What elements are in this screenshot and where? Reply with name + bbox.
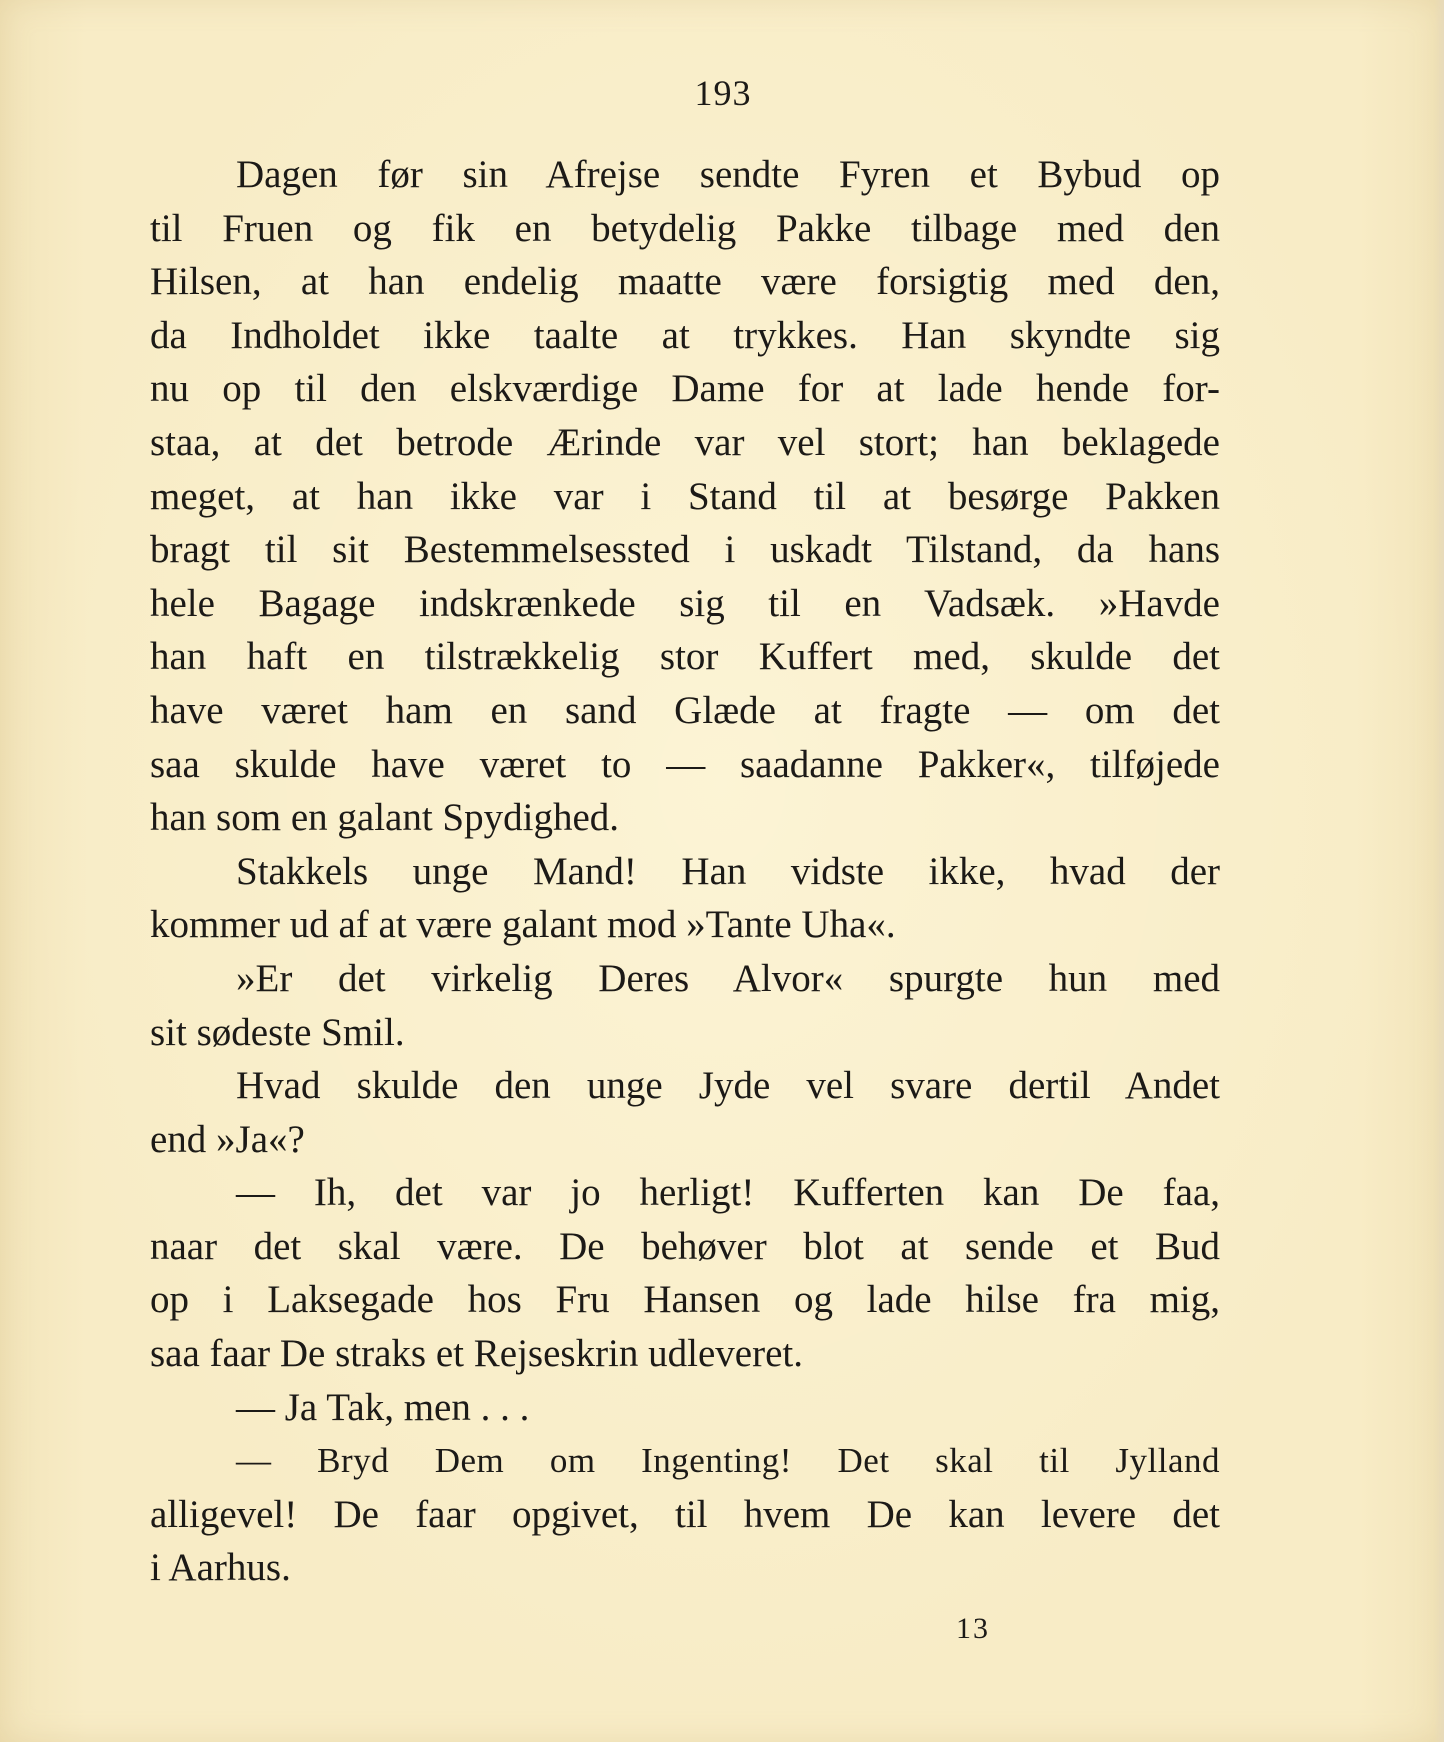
signature-mark: 13 <box>956 1612 990 1645</box>
text-line: hele Bagage indskrænkede sig til en Vadsæk. »Havde <box>150 581 1220 625</box>
paragraph <box>150 1381 1220 1435</box>
body-text <box>150 148 1220 1595</box>
text-line: saa faar De straks et Rejseskrin udleveret. <box>150 1332 803 1376</box>
page-number: 193 <box>694 73 752 113</box>
text-line: have været ham en sand Glæde at fragte — om det <box>150 688 1220 732</box>
text-line: til Fruen og fik en betydelig Pakke tilbage med den <box>150 206 1220 250</box>
text-line: da Indholdet ikke taalte at trykkes. Han skyndte sig <box>150 313 1220 357</box>
text-line: — Ja Tak, men . . . <box>236 1385 530 1429</box>
text-line: alligevel! De faar opgivet, til hvem De kan levere det <box>150 1492 1220 1536</box>
page-edge <box>1434 0 1444 1742</box>
text-line: »Er det virkelig Deres Alvor« spurgte hun med <box>236 956 1220 1000</box>
text-line: han som en galant Spydighed. <box>150 796 620 840</box>
text-line: nu op til den elskværdige Dame for at lade hende for- <box>150 367 1220 411</box>
paragraph <box>150 1166 1220 1380</box>
text-line: han haft en tilstrækkelig stor Kuffert med, skulde det <box>150 635 1220 679</box>
text-line: Hvad skulde den unge Jyde vel svare dertil Andet <box>236 1064 1220 1108</box>
text-line: Hilsen, at han endelig maatte være forsigtig med den, <box>150 260 1220 304</box>
text-line: Dagen før sin Afrejse sendte Fyren et Bybud op <box>236 153 1220 196</box>
text-line: bragt til sit Bestemmelsessted i uskadt Tilstand, da hans <box>150 528 1220 572</box>
text-line: saa skulde have været to — saadanne Pakker«, tilføjede <box>150 742 1220 786</box>
paragraph <box>150 952 1220 1059</box>
text-line: end »Ja«? <box>150 1117 305 1161</box>
text-line: — Bryd Dem om Ingenting! Det skal til Jylland <box>236 1441 1220 1481</box>
paragraph <box>150 845 1220 952</box>
paragraph <box>150 1059 1220 1166</box>
text-line: — Ih, det var jo herligt! Kufferten kan De faa, <box>236 1171 1220 1215</box>
paragraph <box>150 1434 1220 1595</box>
text-line: staa, at det betrode Ærinde var vel stort; han beklagede <box>150 420 1220 464</box>
text-line: i Aarhus. <box>150 1546 291 1590</box>
text-line: op i Laksegade hos Fru Hansen og lade hilse fra mig, <box>150 1278 1220 1322</box>
paragraph <box>150 148 1220 845</box>
text-line: kommer ud af at være galant mod »Tante Uha«. <box>150 903 896 947</box>
text-line: Stakkels unge Mand! Han vidste ikke, hvad der <box>236 849 1220 893</box>
text-line: sit sødeste Smil. <box>150 1010 405 1054</box>
text-line: naar det skal være. De behøver blot at sende et Bud <box>150 1224 1220 1268</box>
text-line: meget, at han ikke var i Stand til at besørge Pakken <box>150 474 1220 518</box>
